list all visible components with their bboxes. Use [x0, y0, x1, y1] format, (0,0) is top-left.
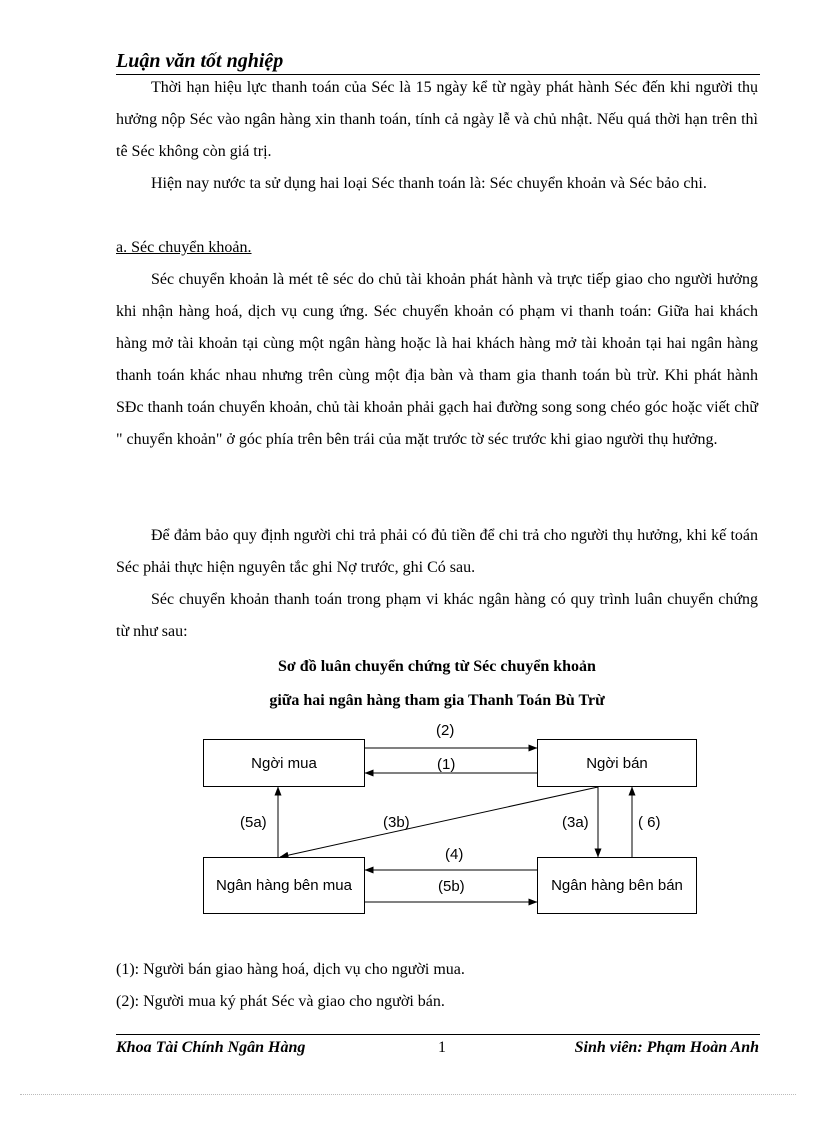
- box-buyer: Ngời mua: [203, 739, 365, 787]
- paragraph-process-intro: Séc chuyển khoản thanh toán trong phạm vi khác ngân hàng có quy trình luân chuyển chứng từ như sau:: [116, 591, 758, 640]
- box-seller-bank: Ngân hàng bên bán: [537, 857, 697, 914]
- label-step-5a: (5a): [240, 814, 267, 831]
- note-step-2: (2): Người mua ký phát Séc và giao cho người bán.: [116, 993, 445, 1010]
- label-step-3a: (3a): [562, 814, 589, 831]
- box-seller: Ngời bán: [537, 739, 697, 787]
- footer-faculty: Khoa Tài Chính Ngân Hàng: [116, 1039, 306, 1056]
- diagram-title-line-1: Sơ đồ luân chuyển chứng từ Séc chuyển khoản: [278, 658, 596, 675]
- label-step-1: (1): [437, 756, 456, 773]
- page-bottom-dotted-rule: [20, 1094, 796, 1095]
- section-heading-transfer-check: a. Séc chuyển khoản.: [116, 239, 252, 256]
- paragraph-payment-rule: Để đảm bảo quy định người chi trả phải có đủ tiền để chi trả cho người thụ hưởng, khi kế toán Séc phải thực hiện nguyên tắc ghi Nợ trước, ghi Có sau.: [116, 527, 758, 576]
- arrow-3b-seller-to-buyer-bank: [280, 787, 598, 857]
- paragraph-transfer-check-definition: Séc chuyển khoản là mét tê séc do chủ tài khoản phát hành và trực tiếp giao cho người hưởng khi nhận hàng hoá, dịch vụ cung ứng. Séc chuyển khoản có phạm vi thanh toán: Giữa hai khách hàng mở tài khoản tại cùng một ngân hàng hoặc là hai khách hàng mở tài khoản tại hai ngân hàng thanh toán khác nhau nhưng trên cùng một địa bàn và tham gia thanh toán bù trừ. Khi phát hành SĐc thanh toán chuyển khoản, chủ tài khoản phải gạch hai đường song song chéo góc hoặc viết chữ " chuyển khoản" ở góc phía trên bên trái của mặt trước tờ séc trước khi giao người thụ hưởng.: [116, 271, 758, 448]
- label-step-4: (4): [445, 846, 464, 863]
- paragraph-check-validity: Thời hạn hiệu lực thanh toán của Séc là 15 ngày kể từ ngày phát hành Séc đến khi người thụ hưởng nộp Séc vào ngân hàng xin thanh toán, tính cả ngày lễ và chủ nhật. Nếu quá thời hạn trên thì tê Séc không còn giá trị.: [116, 79, 758, 160]
- label-step-3b: (3b): [383, 814, 410, 831]
- paragraph-check-types: Hiện nay nước ta sử dụng hai loại Séc thanh toán là: Séc chuyển khoản và Séc bảo chi.: [151, 175, 707, 192]
- label-step-6: ( 6): [638, 814, 661, 831]
- label-step-2: (2): [436, 722, 455, 739]
- diagram-title-line-2: giữa hai ngân hàng tham gia Thanh Toán Bù Trừ: [269, 692, 605, 709]
- page-number: 1: [438, 1039, 446, 1056]
- running-header-title: Luận văn tốt nghiệp: [116, 49, 760, 75]
- label-step-5b: (5b): [438, 878, 465, 895]
- footer-student: Sinh viên: Phạm Hoàn Anh: [574, 1039, 759, 1056]
- box-buyer-bank: Ngân hàng bên mua: [203, 857, 365, 914]
- footer-rule: [116, 1034, 760, 1035]
- note-step-1: (1): Người bán giao hàng hoá, dịch vụ cho người mua.: [116, 961, 465, 978]
